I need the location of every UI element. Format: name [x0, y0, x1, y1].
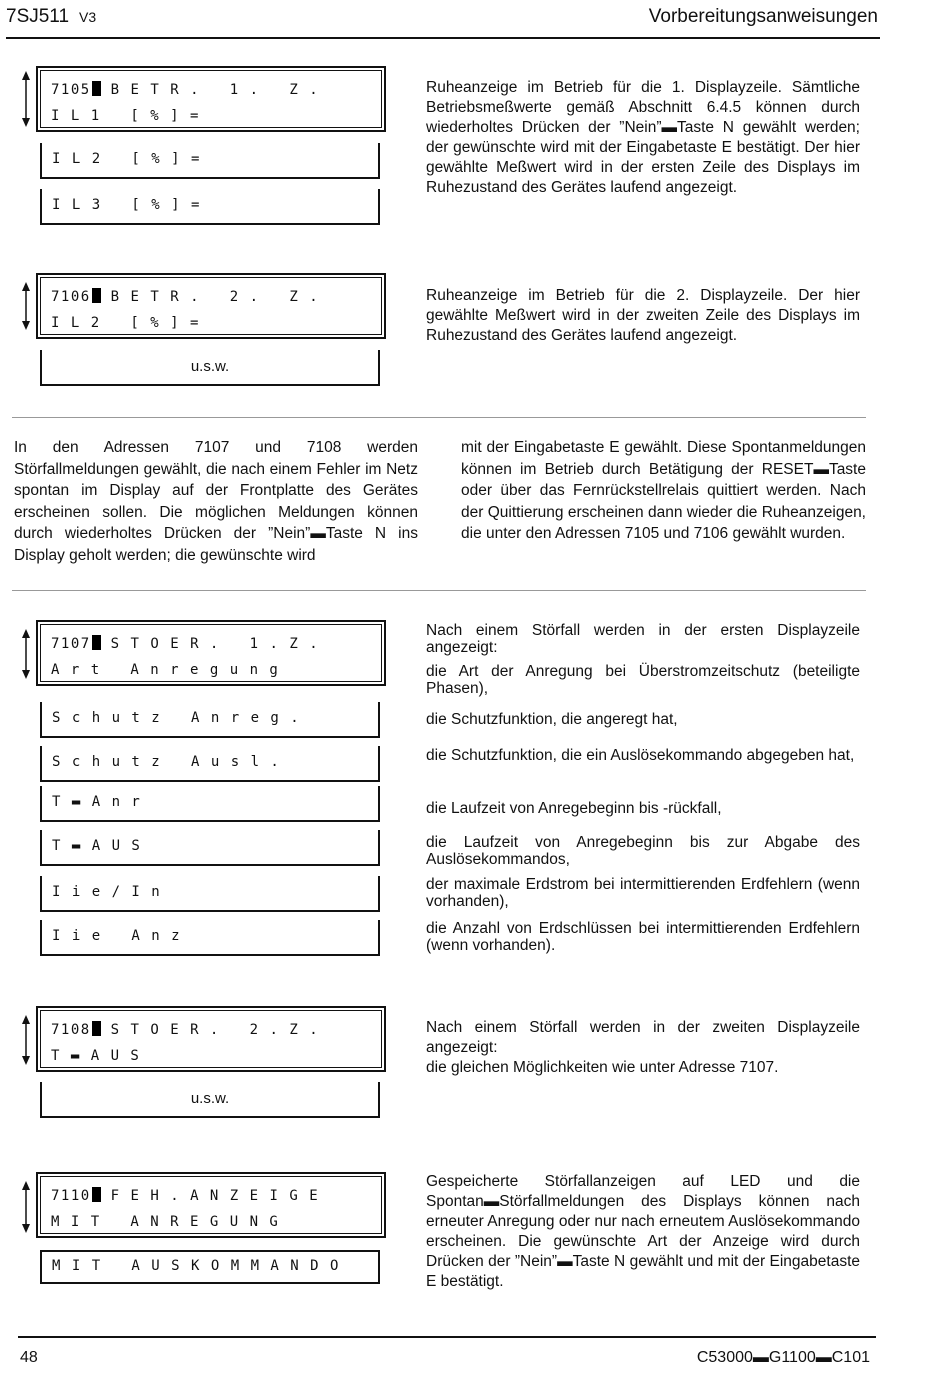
header-rule	[6, 37, 880, 39]
display-option: I i e / I n	[40, 876, 380, 912]
description-7107-intro: Nach einem Störfall werden in der ersten Displayzeile angezeigt:	[426, 622, 860, 656]
intro-column-right: mit der Eingabetaste E gewählt. Diese Spontanmeldungen können im Betrieb durch Betätigung der RESET▬Taste oder über das Fernrückstellrelais quittiert werden. Nach der Quittierung erscheinen dann wieder die Ruheanzeigen, die unter den Adressen 7105 und 7106 gewählt wurden.	[461, 439, 866, 542]
cursor-block	[92, 1187, 101, 1202]
cursor-block	[92, 288, 101, 303]
display-7105	[36, 66, 386, 132]
description-7107-item: die Laufzeit von Anregebeginn bis -rückfall,	[426, 800, 722, 817]
display-option: T ▬ A U S	[40, 830, 380, 866]
model-label: 7SJ511	[6, 6, 70, 27]
display-line-2: T ▬ A U S	[51, 1048, 141, 1064]
scroll-arrow-icon	[21, 1180, 31, 1234]
description-7108-item: die gleichen Möglichkeiten wie unter Adresse 7107.	[426, 1059, 779, 1076]
display-option: T ▬ A n r	[40, 786, 380, 822]
header-section-title: Vorbereitungsanweisungen	[648, 6, 878, 27]
display-line-2: M I T A N R E G U N G	[51, 1214, 280, 1230]
display-line-2: I L 2 [ % ] =	[51, 315, 200, 331]
display-option: S c h u t z A u s l .	[40, 746, 380, 782]
cursor-block	[92, 1021, 101, 1036]
footer-rule	[18, 1336, 876, 1338]
description-7107-item: die Art der Anregung bei Überstromzeitschutz (beteiligte Phasen),	[426, 663, 860, 697]
description-7107-item: die Schutzfunktion, die ein Auslösekommando abgegeben hat,	[426, 747, 855, 764]
display-option: u.s.w.	[40, 350, 380, 386]
page-number: 48	[20, 1349, 38, 1366]
header-model	[6, 6, 96, 28]
display-7106	[36, 273, 386, 339]
display-option: I i e A n z	[40, 920, 380, 956]
display-7108	[36, 1006, 386, 1072]
display-7107	[36, 620, 386, 686]
description-7105: Ruheanzeige im Betrieb für die 1. Displayzeile. Sämtliche Betriebsmeßwerte gemäß Abschnitt 6.4.5 können durch wiederholtes Drücken der ”Nein”▬Taste N gewählt werden; der gewünschte wird mit der Eingabetaste E bestätigt. Der hier gewählte Meßwert wird in der ersten Zeile des Displays im Ruhezustand des Gerätes laufend angezeigt.	[426, 79, 860, 196]
display-line-2: A r t A n r e g u n g	[51, 662, 280, 678]
description-7107-item: die Laufzeit von Anregebeginn bis zur Abgabe des Auslösekommandos,	[426, 834, 860, 868]
display-option: I L 3 [ % ] =	[40, 189, 380, 225]
display-7110	[36, 1172, 386, 1238]
description-7106: Ruheanzeige im Betrieb für die 2. Displayzeile. Der hier gewählte Meßwert wird in der zweiten Zeile des Displays im Ruhezustand des Gerätes laufend angezeigt.	[426, 287, 860, 344]
scroll-arrow-icon	[21, 628, 31, 680]
description-7107-item: die Schutzfunktion, die angeregt hat,	[426, 711, 678, 728]
section-divider	[12, 417, 866, 418]
display-line-1: 7106 B E T R . 2 . Z .	[51, 289, 320, 305]
cursor-block	[92, 635, 101, 650]
scroll-arrow-icon	[21, 70, 31, 128]
display-line-1: 7110 F E H . A N Z E I G E	[51, 1188, 320, 1204]
display-line-1: 7105 B E T R . 1 . Z .	[51, 82, 320, 98]
description-7107-item: der maximale Erdstrom bei intermittierenden Erdfehlern (wenn vorhanden),	[426, 876, 860, 910]
scroll-arrow-icon	[21, 281, 31, 331]
description-7110: Gespeicherte Störfallanzeigen auf LED und die Spontan▬Störfallmeldungen des Displays können nach erneuter Anregung oder nur nach erneutem Auslösekommando erscheinen. Die gewünschte Art der Anzeige wird durch Drücken der ”Nein”▬Taste N gewählt und mit der Eingabetaste E bestätigt.	[426, 1173, 860, 1290]
display-option: I L 2 [ % ] =	[40, 143, 380, 179]
display-line-2: I L 1 [ % ] =	[51, 108, 200, 124]
scroll-arrow-icon	[21, 1014, 31, 1066]
description-7107-item: die Anzahl von Erdschlüssen bei intermittierenden Erdfehlern (wenn vorhanden).	[426, 920, 860, 954]
description-7108-intro: Nach einem Störfall werden in der zweiten Displayzeile angezeigt:	[426, 1019, 860, 1056]
display-option: M I T A U S K O M M A N D O	[40, 1250, 380, 1284]
section-divider	[12, 590, 866, 591]
intro-column-left: In den Adressen 7107 und 7108 werden Störfallmeldungen gewählt, die nach einem Fehler im Netz spontan im Display auf der Frontplatte des Gerätes erscheinen sollen. Die möglichen Meldungen können durch wiederholtes Drücken der ”Nein”▬Taste N ins Display geholt werden; die gewünschte wird	[14, 439, 418, 564]
display-line-1: 7107 S T O E R . 1 . Z .	[51, 636, 320, 652]
cursor-block	[92, 81, 101, 96]
display-line-1: 7108 S T O E R . 2 . Z .	[51, 1022, 320, 1038]
document-number: C53000▬G1100▬C101	[696, 1349, 870, 1366]
version-label: V3	[79, 9, 97, 25]
display-option: u.s.w.	[40, 1082, 380, 1118]
display-option: S c h u t z A n r e g .	[40, 702, 380, 738]
